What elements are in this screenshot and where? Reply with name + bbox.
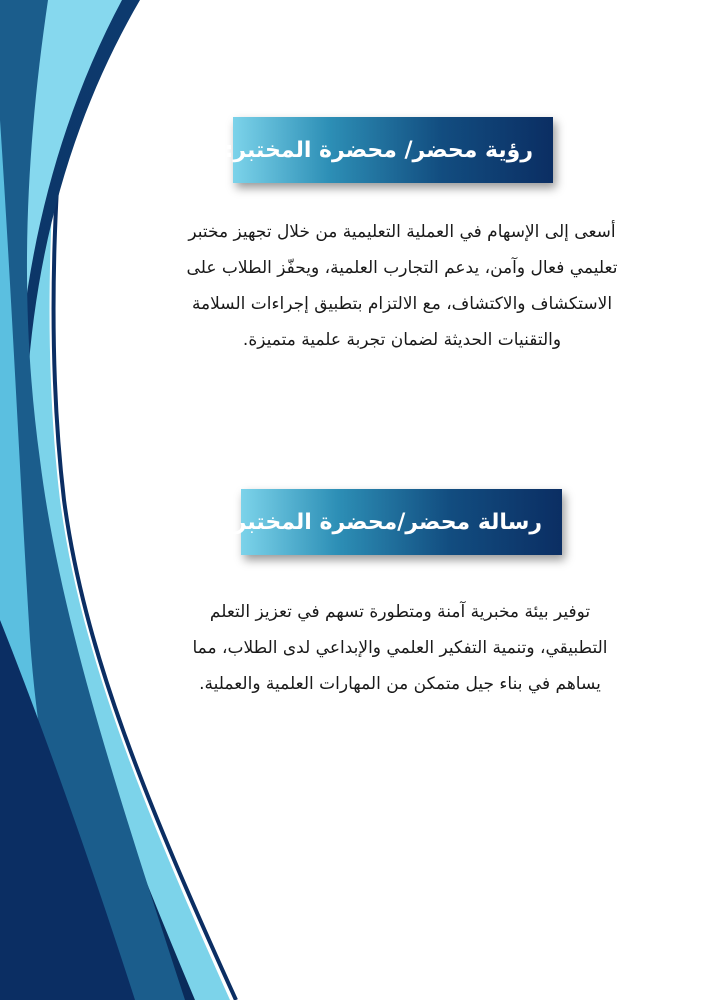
vision-title-banner [224,117,553,183]
vision-paragraph: أسعى إلى الإسهام في العملية التعليمية من خلال تجهيز مختبر تعليمي فعال وآمن، يدعم التجارب العلمية، ويحفّز الطلاب على الاستكشاف والاكتشاف، مع الالتزام بتطبيق إجراءات السلامة والتقنيات الحديثة لضمان تجربة علمية متميزة. [186,222,618,350]
mission-title: رسالة محضر/محضرة المختبر: [224,509,542,535]
vision-title: رؤية محضر/ محضرة المختبر: [224,137,533,163]
mission-paragraph: توفير بيئة مخبرية آمنة ومتطورة تسهم في تعزيز التعلم التطبيقي، وتنمية التفكير العلمي والإبداعي لدى الطلاب، مما يساهم في بناء جيل متمكن من المهارات العلمية والعملية. [192,602,608,694]
mission-title-banner [224,489,562,555]
